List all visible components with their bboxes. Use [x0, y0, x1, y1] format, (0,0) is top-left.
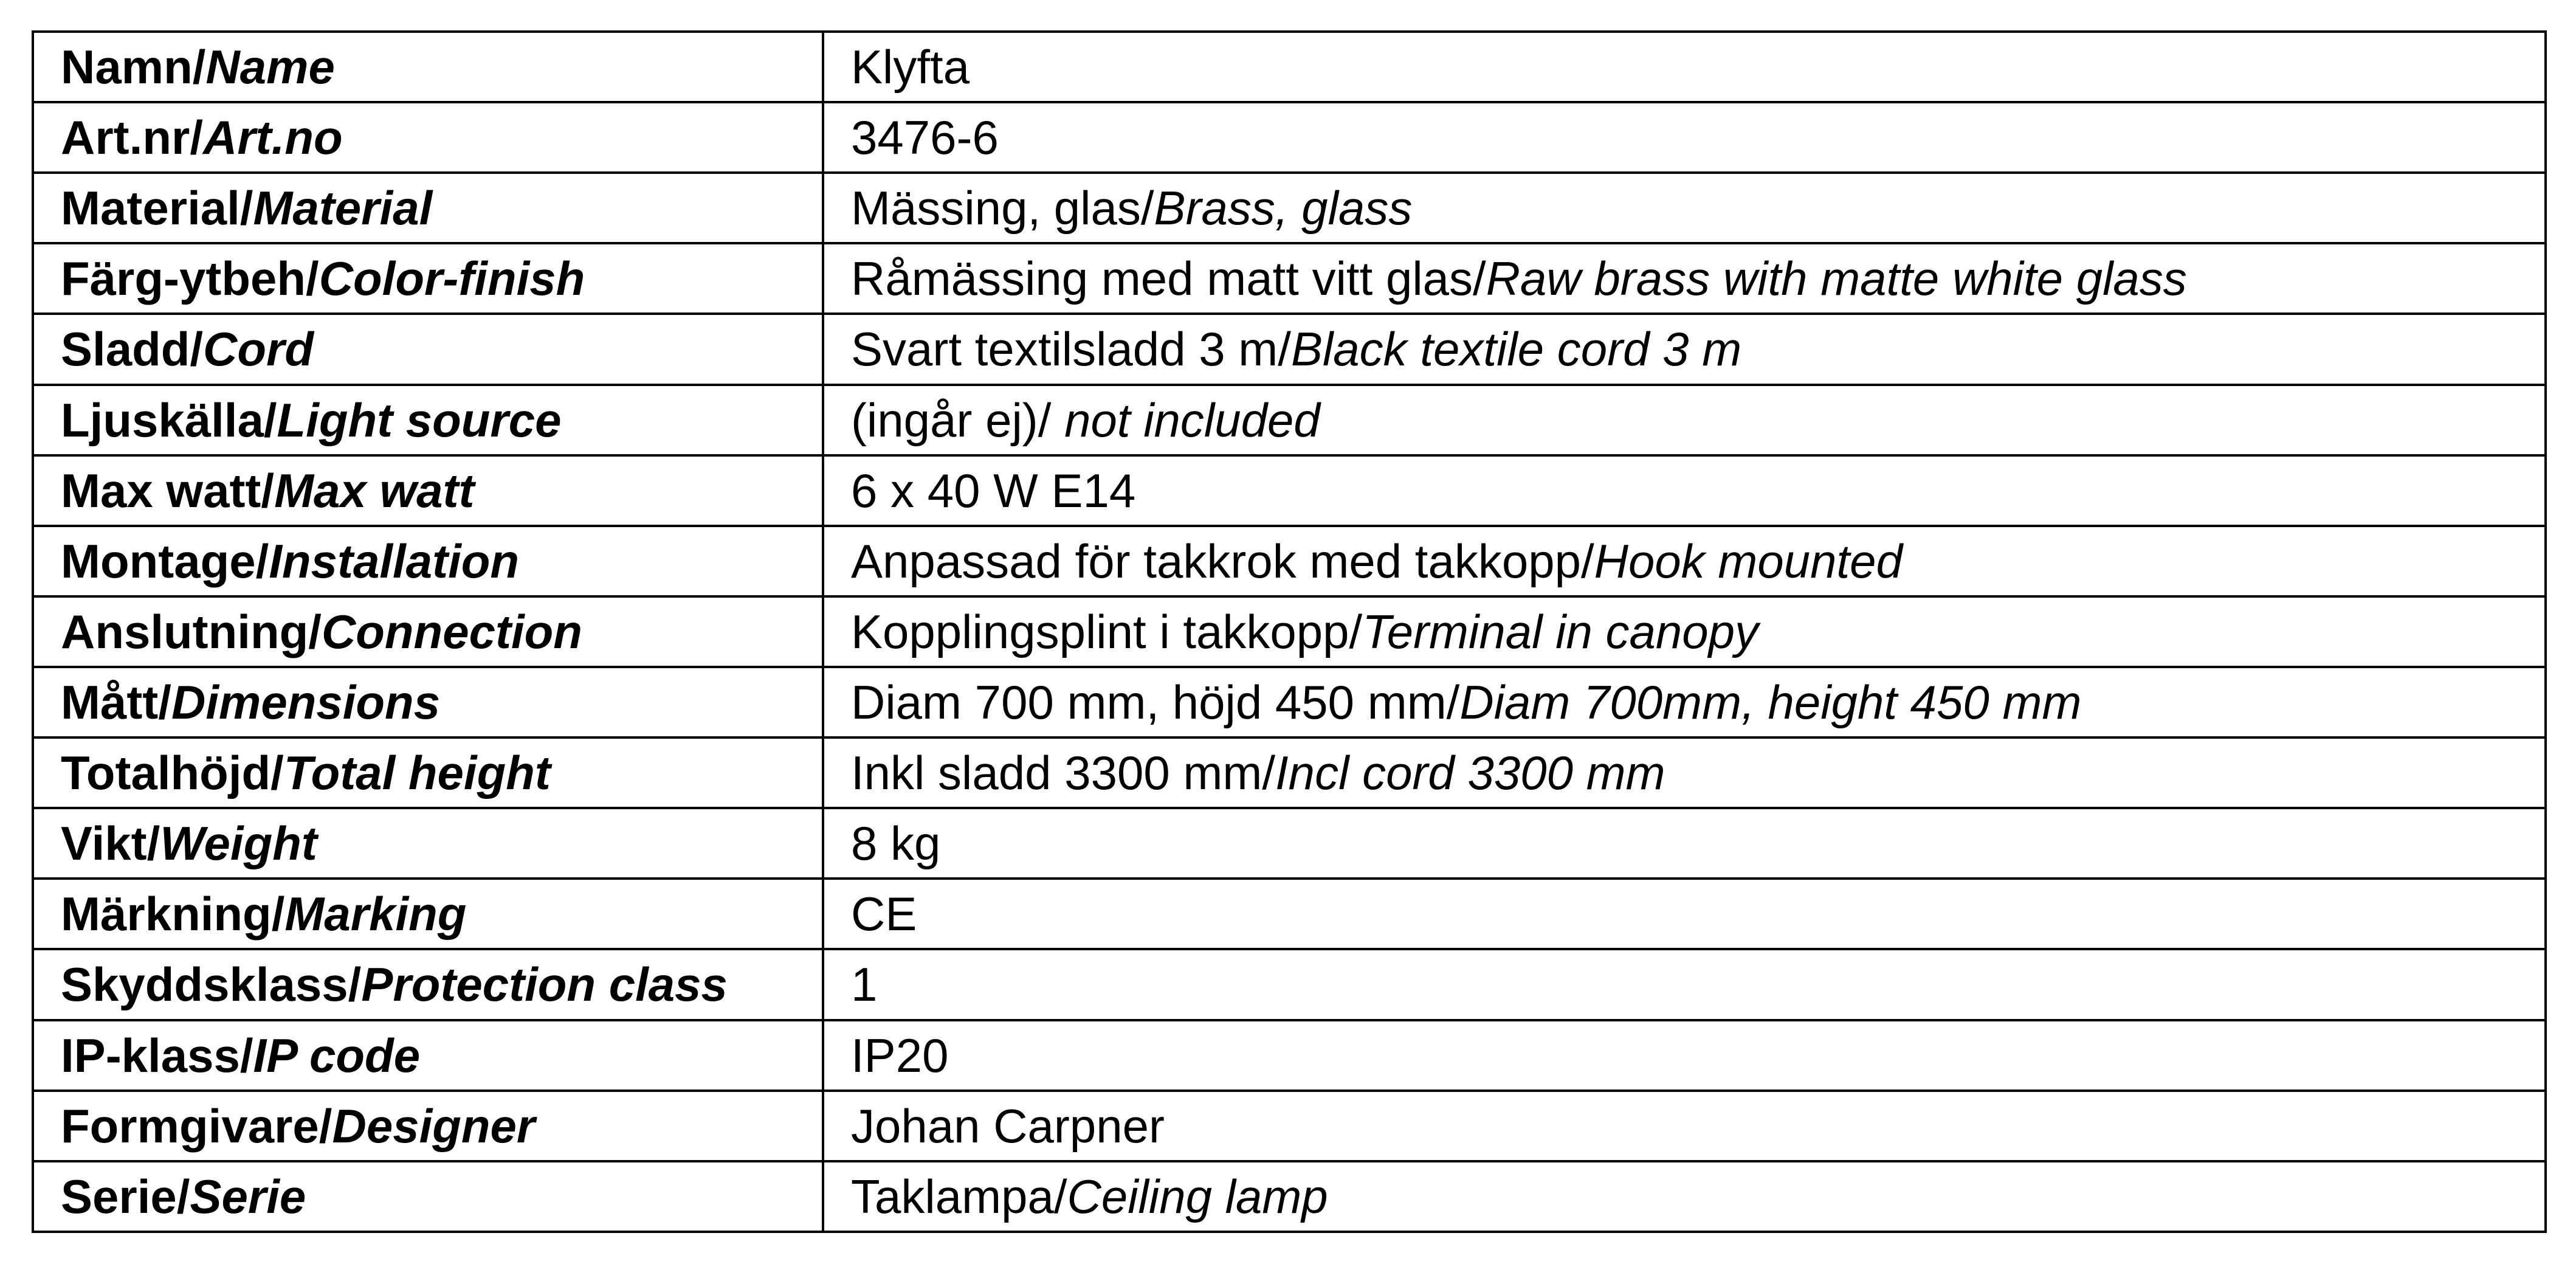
- label-english: Connection: [321, 604, 582, 658]
- label-swedish: IP-klass/: [61, 1028, 253, 1082]
- table-row: [33, 243, 2546, 314]
- value-english: Hook mounted: [1594, 534, 1903, 588]
- label-english: Max watt: [274, 463, 475, 517]
- table-row: [33, 879, 2546, 949]
- label-swedish: Skyddsklass/: [61, 958, 362, 1012]
- label-swedish: Totalhöjd/: [61, 746, 284, 800]
- row-label: [33, 173, 823, 243]
- value-english: not included: [1064, 393, 1320, 447]
- value-swedish: Råmässing med matt vitt glas/: [851, 252, 1486, 306]
- label-english: Designer: [332, 1099, 536, 1153]
- table-row: [33, 737, 2546, 808]
- row-label: [33, 1091, 823, 1161]
- label-swedish: Serie/: [61, 1169, 190, 1223]
- value-swedish: CE: [851, 887, 917, 941]
- row-value: [823, 808, 2546, 879]
- row-value: [823, 879, 2546, 949]
- value-swedish: Mässing, glas/: [851, 181, 1154, 235]
- table-row: [33, 808, 2546, 879]
- label-english: IP code: [253, 1028, 421, 1082]
- row-value: [823, 667, 2546, 737]
- row-label: [33, 455, 823, 526]
- value-swedish: Diam 700 mm, höjd 450 mm/: [851, 675, 1460, 730]
- value-swedish: Anpassad för takkrok med takkopp/: [851, 534, 1594, 588]
- label-english: Serie: [190, 1169, 306, 1223]
- value-english: Ceiling lamp: [1067, 1169, 1328, 1223]
- value-english: Brass, glass: [1154, 181, 1413, 235]
- table-row: [33, 385, 2546, 455]
- value-english: Raw brass with matte white glass: [1486, 252, 2187, 306]
- row-value: [823, 173, 2546, 243]
- value-english: Incl cord 3300 mm: [1275, 746, 1665, 800]
- row-label: [33, 1020, 823, 1091]
- label-swedish: Art.nr/: [61, 111, 203, 165]
- label-english: Light source: [277, 393, 562, 447]
- value-swedish: (ingår ej)/: [851, 393, 1065, 447]
- label-english: Marking: [284, 887, 467, 941]
- table-row: [33, 102, 2546, 173]
- label-swedish: Namn/: [61, 40, 206, 94]
- table-row: [33, 1020, 2546, 1091]
- spec-table: [32, 30, 2547, 1233]
- row-label: [33, 596, 823, 667]
- row-value: [823, 243, 2546, 314]
- value-english: Diam 700mm, height 450 mm: [1459, 675, 2082, 730]
- label-english: Art.no: [203, 111, 343, 165]
- row-value: [823, 596, 2546, 667]
- label-swedish: Vikt/: [61, 817, 160, 871]
- label-swedish: Mått/: [61, 675, 171, 730]
- row-value: [823, 314, 2546, 384]
- label-swedish: Ljuskälla/: [61, 393, 277, 447]
- spec-table-body: [33, 32, 2546, 1232]
- table-row: [33, 949, 2546, 1020]
- row-value: [823, 1020, 2546, 1091]
- value-swedish: Kopplingsplint i takkopp/: [851, 604, 1363, 658]
- table-row: [33, 32, 2546, 102]
- label-swedish: Märkning/: [61, 887, 285, 941]
- table-row: [33, 667, 2546, 737]
- label-english: Name: [205, 40, 335, 94]
- label-english: Cord: [203, 322, 314, 376]
- value-swedish: 1: [851, 958, 878, 1012]
- label-english: Weight: [160, 817, 317, 871]
- label-swedish: Montage/: [61, 534, 269, 588]
- value-swedish: Inkl sladd 3300 mm/: [851, 746, 1276, 800]
- label-swedish: Sladd/: [61, 322, 204, 376]
- row-label: [33, 243, 823, 314]
- row-label: [33, 808, 823, 879]
- row-label: [33, 526, 823, 596]
- row-label: [33, 949, 823, 1020]
- row-value: [823, 1161, 2546, 1232]
- table-row: [33, 596, 2546, 667]
- label-swedish: Anslutning/: [61, 604, 322, 658]
- row-value: [823, 32, 2546, 102]
- value-swedish: Klyfta: [851, 40, 970, 94]
- label-english: Total height: [283, 746, 551, 800]
- row-value: [823, 949, 2546, 1020]
- label-english: Color-finish: [319, 252, 585, 306]
- row-label: [33, 314, 823, 384]
- table-row: [33, 173, 2546, 243]
- row-label: [33, 737, 823, 808]
- label-english: Protection class: [361, 958, 728, 1012]
- value-swedish: Taklampa/: [851, 1169, 1067, 1223]
- row-label: [33, 385, 823, 455]
- row-value: [823, 102, 2546, 173]
- row-value: [823, 385, 2546, 455]
- table-row: [33, 314, 2546, 384]
- table-row: [33, 1161, 2546, 1232]
- label-english: Material: [253, 181, 433, 235]
- table-row: [33, 526, 2546, 596]
- value-english: Terminal in canopy: [1362, 604, 1759, 658]
- value-english: Black textile cord 3 m: [1290, 322, 1742, 376]
- row-label: [33, 32, 823, 102]
- row-value: [823, 455, 2546, 526]
- value-swedish: 3476-6: [851, 111, 999, 165]
- table-row: [33, 455, 2546, 526]
- row-value: [823, 737, 2546, 808]
- value-swedish: IP20: [851, 1028, 949, 1082]
- label-swedish: Formgivare/: [61, 1099, 332, 1153]
- row-value: [823, 1091, 2546, 1161]
- row-label: [33, 667, 823, 737]
- label-swedish: Färg-ytbeh/: [61, 252, 319, 306]
- label-english: Dimensions: [171, 675, 441, 730]
- table-row: [33, 1091, 2546, 1161]
- value-swedish: Svart textilsladd 3 m/: [851, 322, 1291, 376]
- row-label: [33, 102, 823, 173]
- value-swedish: 8 kg: [851, 817, 941, 871]
- row-label: [33, 879, 823, 949]
- label-swedish: Material/: [61, 181, 253, 235]
- label-swedish: Max watt/: [61, 463, 275, 517]
- label-english: Installation: [269, 534, 520, 588]
- value-swedish: 6 x 40 W E14: [851, 463, 1136, 517]
- value-swedish: Johan Carpner: [851, 1099, 1165, 1153]
- row-label: [33, 1161, 823, 1232]
- row-value: [823, 526, 2546, 596]
